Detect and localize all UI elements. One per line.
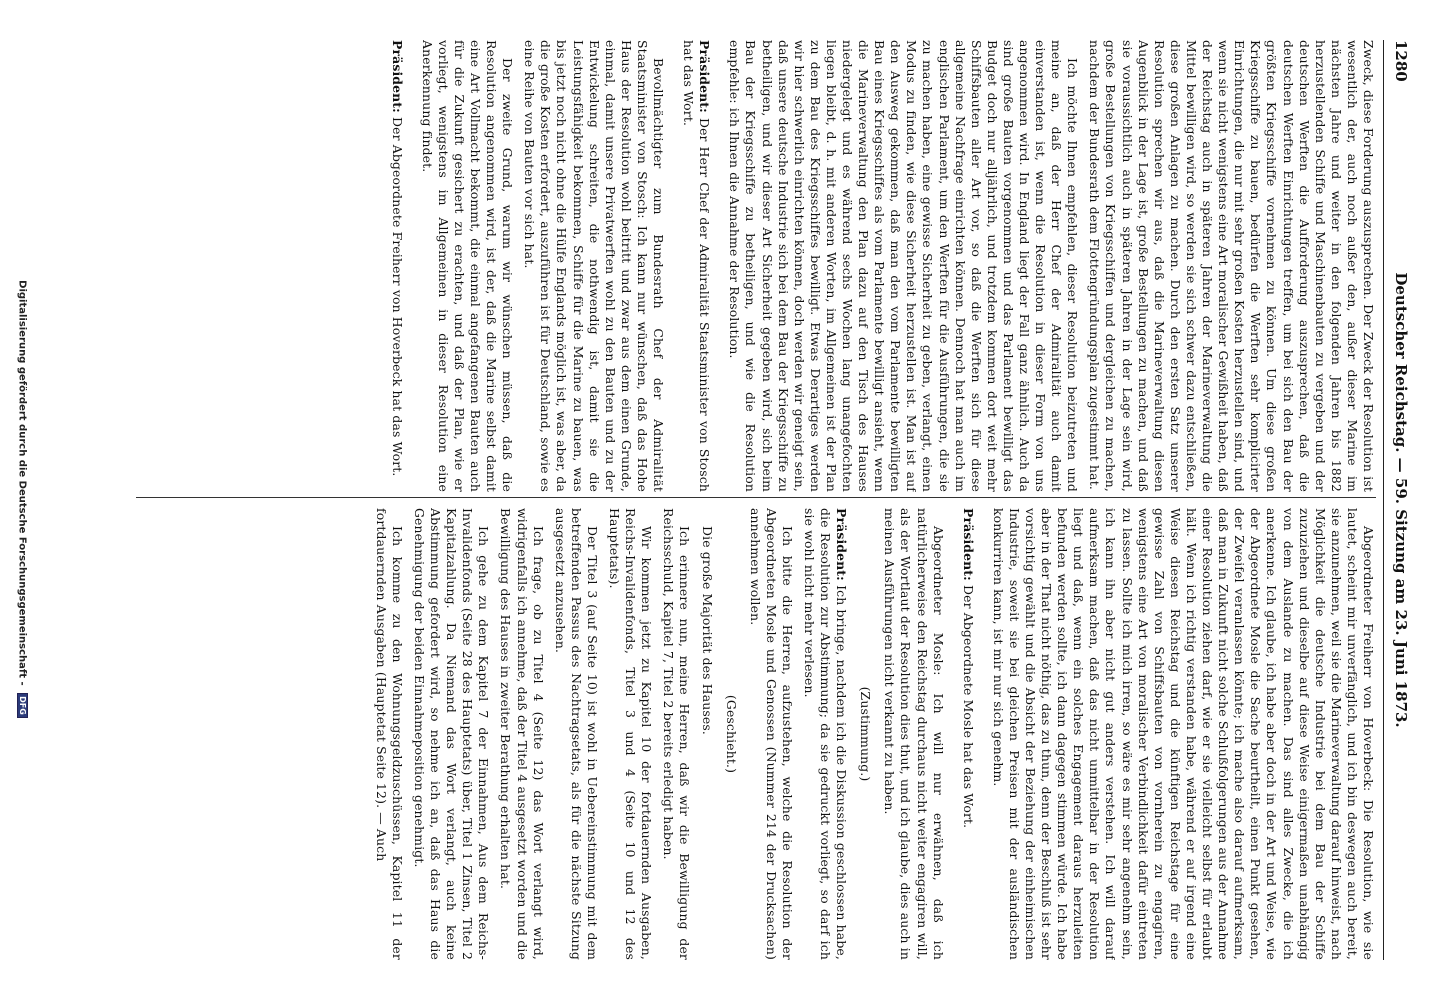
paragraph-text: Der Abgeordnete Mosle hat das Wort. xyxy=(960,585,976,829)
paragraph xyxy=(726,40,1080,492)
paragraph-text: Ich bringe, nachdem ich die Diskussion geschlossen habe, die Resolution zur Abstimmung; da sie gedruckt vorliegt, so darf ich sie wohl nicht mehr verlesen. xyxy=(802,508,850,960)
speaker-label: Präsident: xyxy=(389,40,405,113)
speaker-label: Präsident: xyxy=(960,508,976,581)
paragraph-text: Bevollmächtigter zum Bundesrath Chef der Admiralität Staatsminister von Stosch: Ich kann nur wünschen, daß das Hohe Haus der Resolution wohl beitritt und zwar aus dem einen Grunde, einmal, damit unsere Privatwerften wohl zu den Bauten und zu der Entwickelung schreiten, die nothwendig ist, damit sie die Leistungsfähigkeit bekommen, Schiffe für die Marine zu bauen, was bis jetzt noch nicht ohne die Hülfe Englands möglich ist, was aber, da die große Kosten erfordert, auszuführen ist für Deutschland, sowie es eine Reihe von Bauten vor sich hat. xyxy=(522,40,667,492)
paragraph-text: Ich möchte Ihnen empfehlen, dieser Resolution beizutreten und meine an, daß der Herr Chef der Admiralität auch damit einverstanden ist, wenn die Resolution in dieser Form von uns angenommen wird. In England liegt der Fall ganz ähnlich. Auch da sind große Bauten vorgenommen und das Parlament bewilligt das Budget doch nur alljährlich, und trotzdem kommen dort weit mehr Schiffsbauten aller Art vor, so daß die Werften sich für diese allgemeine Nachfrage einrichten können. Dennoch hat man auch im englischen Parlament, um den Werften für die Ausführungen, die sie zu machen haben, eine gewisse Sicherheit zu geben, verlangt, einen Modus zu finden, wie diese Sicherheit herzustellen ist. Man ist auf den Ausweg gekommen, daß man den vom Parlamente bewilligten Bau eines Kriegsschiffes als vom Parlamente bewilligt ansieht, wenn die Marineverwaltung den Plan dazu auf den Tisch des Hauses niedergelegt und es während sechs Wochen lang unangefochten liegen bleibt, d. h. mit anderen Worten, im Allgemeinen ist der Plan zu dem Bau des Kriegsschiffes bewilligt. Etwas Derartiges werden wir hier schwerlich einrichten können, doch werden wir geneigt sein, daß unsere deutsche Industrie sich bei dem Bau der Kriegsschiffe zu betheiligen, und wir dieser Art Sicherheit gegeben wird, sich beim Bau der Kriegsschiffe zu betheiligen, und wie die Resolution empfehle: ich Ihnen die Annahme der Resolution. xyxy=(727,40,1081,492)
footer-text: Digitalisierung gefördert durch die Deutsche Forschungsgemeinschaft - xyxy=(16,280,28,686)
paragraph xyxy=(881,508,945,960)
dfg-logo: DFG xyxy=(17,693,28,718)
paragraph-text: Abgeordneter Mosle: Ich will nur erwähnen, daß ich natürlicherweise den Reichstag durchaus nicht weiter engagiren will, als der Wortlaut der Resolution dies thut, und ich glaube, dies auch in meinen Ausführungen nicht verkannt zu haben. xyxy=(882,508,946,960)
left-column xyxy=(116,40,1376,492)
paragraph xyxy=(389,40,405,492)
paragraph xyxy=(680,40,712,492)
paragraph xyxy=(801,508,849,960)
paragraph-text: Ich frage, ob zu Titel 4 (Seite 12) das Wort verlangt wird, widrigenfalls ich annehme, daß der Titel 4 ausgesetzt worden und die Bewilligung des Hauses in zweiter Berathung erhalten hat. xyxy=(498,508,546,960)
paragraph xyxy=(497,508,545,960)
paragraph xyxy=(747,508,795,960)
stage-direction xyxy=(723,508,739,960)
paragraph-text: Ich gehe zu dem Kapitel 7 der Einnahmen, Aus dem Reichs-Invalidenfonds (Seite 28 des Hauptetats) über, Titel 1 Zinsen, Titel 2 Kapitalzahlung. Da Niemand das Wort verlangt, auch keine Abstimmung gefordert wird, so nehme ich an, daß das Haus die Genehmigung der beiden Einnahmeposition genehmigt. xyxy=(412,508,492,960)
header-rule xyxy=(1383,40,1384,960)
stage-direction-text: (Geschieht.) xyxy=(723,694,739,774)
paragraph-text: Der Herr Chef der Admiralität Staatsminister von Stosch hat das Wort. xyxy=(681,40,713,492)
paragraph xyxy=(698,508,714,960)
paragraph xyxy=(552,508,600,960)
paragraph-text: Ich bitte die Herren, aufzustehen, welche die Resolution der Abgeordneten Mosle und Genossen (Nummer 214 der Drucksachen) annehmen wollen. xyxy=(747,508,795,960)
paragraph xyxy=(411,508,491,960)
column-divider xyxy=(136,497,1376,498)
paragraph-text: Ich erinnere nun, meine Herren, daß wir die Bewilligung der Reichsschuld, Kapitel 7, Titel 2 bereits erledigt haben. xyxy=(661,508,693,960)
paragraph-text: Zweck, diese Forderung auszusprechen. Der Zweck der Resolution ist wesentlich der, auch noch außer den, außer dieser Marine im nächsten Jahre und weiter in den folgenden Jahren bis 1882 herzustellenden Schiffe und Maschinenbauten zu vergeben und der deutschen Werften die Aufforderung auszusprechen, daß die deutschen Werften Einrichtungen treffen, um bei sich den Bau der größten Kriegsschiffe vornehmen zu können. Um diese großen Kriegsschiffe zu bauen, bedürfen die Werften sehr komplicirter Einrichtungen, die nur mit sehr großen Kosten herzustellen sind, und wenn sie nicht wenigstens eine Art moralischer Gewißheit haben, daß der Reichstag auch in späteren Jahren der Marineverwaltung die Mittel bewilligen wird, so werden sie sich schwer dazu entschließen, diese großen Anlagen zu machen. Durch den ersten Satz unserer Resolution sprechen wir aus, daß die Marineverwaltung diesen Augenblick in der Lage ist, große Bestellungen zu machen, und daß sie voraussichtlich auch in späteren Jahren in der Lage sein wird, große Bestellungen von Kriegsschiffen und dergleichen zu machen, nachdem der Bundesrath dem Flottengründungsplan zugestimmt hat. xyxy=(1087,40,1376,492)
paragraph-text: Der Abgeordnete Freiherr von Hoverbeck hat das Wort. xyxy=(389,117,405,477)
paragraph-text: Der zweite Grund, warum wir wünschen müssen, daß die Resolution angenommen wird, ist der, daß die Marine selbst damit eine Art Vollmacht bekommt, die einmal angefangenen Bauten auch für die Zukunft gesichert zu erachten, und daß der Plan, wie er vorliegt, wenigstens im Allgemeinen in dieser Resolution eine Anerkennung findet. xyxy=(419,40,516,492)
page-header xyxy=(1388,40,1410,960)
stage-direction xyxy=(857,508,873,960)
paragraph xyxy=(960,508,976,960)
paragraph xyxy=(1086,40,1376,492)
paragraph-text: Die große Majorität des Hauses. xyxy=(699,526,715,735)
speaker-label: Präsident: xyxy=(697,40,713,113)
paragraph xyxy=(990,508,1376,960)
page-title: Deutscher Reichstag. — 59. Sitzung am 23. Juni 1873. xyxy=(1392,272,1410,728)
paragraph xyxy=(373,508,405,960)
stage-direction-text: (Zustimmung.) xyxy=(858,686,874,782)
paragraph-text: Der Titel 3 (auf Seite 10) ist wohl in Uebereinstimmung mit dem betreffenden Passus des Nachtragsetats, als für die nächste Sitzung ausgesetzt anzusehen. xyxy=(552,508,600,960)
paragraph-text: Wir kommen jetzt zu Kapitel 10 der fortdauernden Ausgaben, Reichs-Invalidenfonds, Titel 3 und 4 (Seite 10 und 12 des Hauptetats). xyxy=(607,508,655,960)
paragraph xyxy=(660,508,692,960)
right-column xyxy=(116,508,1376,960)
paragraph-text: Abgeordneter Freiherr von Hoverbeck: Die Resolution, wie sie lautet, scheint mir unverfänglich, und ich bin deswegen auch bereit, sie anzunehmen, weil sie die Marineverwaltung darauf hinweist, nach Möglichkeit die deutsche Industrie bei dem Bau der Schiffe zuzuziehen und dieselbe auf diese Weise einigermaßen unabhängig von dem Auslande zu machen. Das sind alles Zwecke, die ich anerkenne. Ich glaube, ich habe aber doch in der Art und Weise, wie der Abgeordnete Mosle die Sache beurtheilt, einen Punkt gesehen, der Zweifel veranlassen könnte; ich mache also darauf aufmerksam, daß man in Zukunft nicht solche Schlußfolgerungen aus der Annahme einer Resolution ziehen darf, wie er sie vielleicht selbst für erlaubt hält. Wenn ich richtig verstanden habe, während er auf irgend eine Weise diesen Reichstag und die künftigen Reichstage für eine gewisse Zahl von Schiffsbauten von vornherein zu engagiren, wenigstens eine Art von moralischer Verbindlichkeit dafür eintreten zu lassen. Sollte ich mich irren, so wäre es mir sehr angenehm sein, ich kann ihn aber nicht gut anders verstehen. Ich will darauf aufmerksam machen, daß das nicht unmittelbar in der Resolution liegt und daß, wenn ein solches Engagement daraus herzuleiten befunden werden sollte, ich dann dagegen stimmen würde. Ich habe aber in der That nicht nöthig, das zu thun, denn der Beschluß ist sehr vorsichtig gewählt und die Absicht der Beziehung der einheimischen Industrie, soweit sie bei gleichen Preisen mit der ausländischen konkurriren kann, ist mir nur sich genehm. xyxy=(990,508,1376,960)
paragraph xyxy=(419,40,516,492)
speaker-label: Präsident: xyxy=(834,508,850,581)
paragraph-text: Ich komme zu den Wohnungsgeldzuschüssen, Kapitel 11 der fortdauernden Ausgaben (Hauptetat Seite 12). — Auch xyxy=(373,508,405,960)
paragraph xyxy=(521,40,666,492)
page-number: 1280 xyxy=(1392,40,1410,82)
paragraph xyxy=(606,508,654,960)
digitization-footer xyxy=(12,4,28,994)
